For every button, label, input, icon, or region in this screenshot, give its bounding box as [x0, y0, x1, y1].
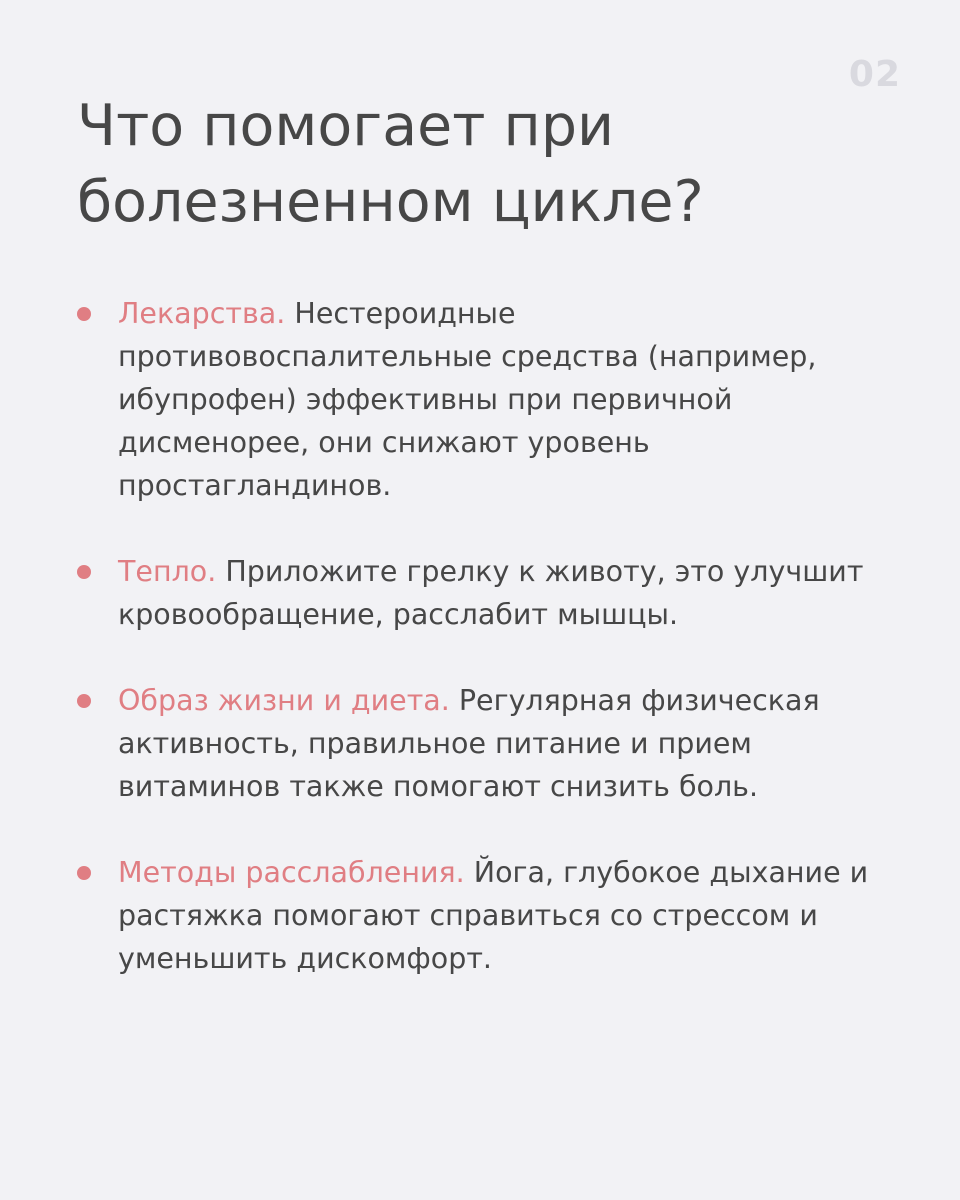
tip-text: Нестероидные противовоспалительные средства (например, ибупрофен) эффективны при первичной дисменорее, они снижают уровень простагландинов. [118, 297, 817, 502]
page-number: 02 [848, 54, 901, 95]
bullet-dot-icon [77, 694, 91, 708]
bullet-dot-icon [77, 307, 91, 321]
tip-label: Тепло. [118, 555, 226, 588]
tip-label: Методы расслабления. [118, 856, 474, 889]
tips-list [77, 292, 887, 980]
bullet-dot-icon [77, 866, 91, 880]
tip-text: Приложите грелку к животу, это улучшит кровообращение, расслабит мышцы. [118, 555, 864, 631]
tip-text: Йога, глубокое дыхание и растяжка помогают справиться со стрессом и уменьшить дискомфорт. [118, 856, 869, 975]
tip-item-heat [77, 550, 887, 636]
tip-item-relaxation [77, 851, 887, 980]
bullet-dot-icon [77, 565, 91, 579]
page-title: Что помогает при болезненном цикле? [77, 93, 704, 235]
tip-text: Регулярная физическая активность, правильное питание и прием витаминов также помогают снизить боль. [118, 684, 820, 803]
tip-label: Образ жизни и диета. [118, 684, 459, 717]
tip-item-lifestyle [77, 679, 887, 808]
tip-item-medications [77, 292, 887, 507]
tip-label: Лекарства. [118, 297, 295, 330]
